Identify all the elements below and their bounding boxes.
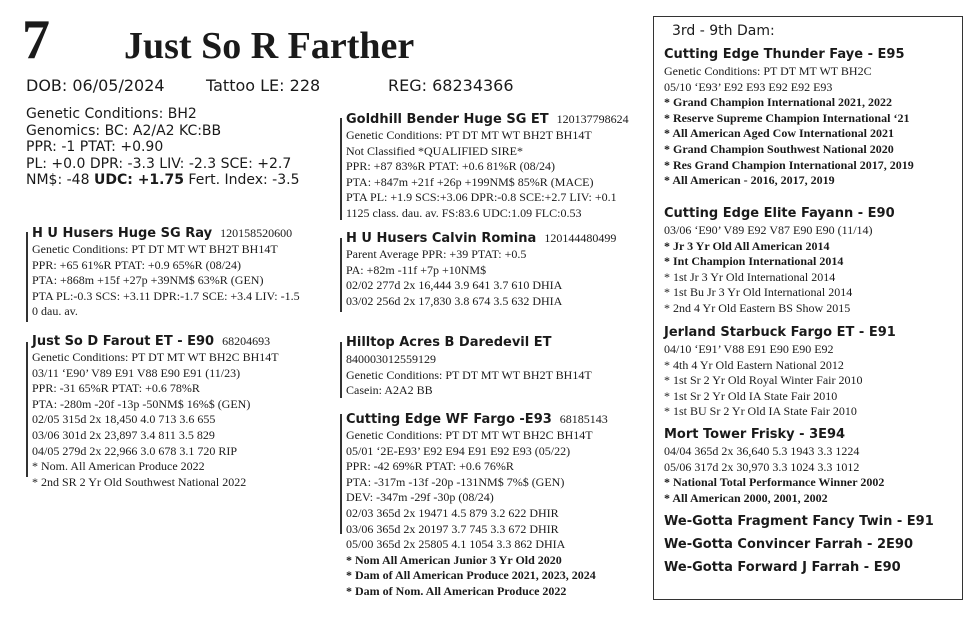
dam-dam-name: Cutting Edge WF Fargo -E93 68185143	[346, 412, 608, 427]
dam6-award: * All American 2000, 2001, 2002	[664, 490, 828, 505]
dam4-award: * Jr 3 Yr Old All American 2014	[664, 238, 830, 253]
tattoo: Tattoo LE: 228	[206, 76, 321, 95]
dam8-name: We-Gotta Convincer Farrah - 2E90	[664, 537, 913, 552]
dam4-line: 03/06 ‘E90’ V89 E92 V87 E90 E90 (11/14)	[664, 223, 873, 237]
sire-sire-block	[346, 110, 629, 222]
registration: REG: 68234366	[388, 76, 514, 95]
dam-dam-reg: 68185143	[559, 412, 608, 426]
dam6-block	[664, 426, 884, 506]
dam-dam-line: PTA: -317m -13f -20p -131NM$ 7%$ (GEN)	[346, 474, 565, 489]
sire-block	[32, 224, 300, 320]
dam3-award: * Reserve Supreme Champion International ‘21	[664, 110, 910, 125]
dam5-award: * 1st Sr 2 Yr Old IA State Fair 2010	[664, 388, 838, 403]
dam9-name: We-Gotta Forward J Farrah - E90	[664, 560, 901, 575]
dam5-award: * 4th 4 Yr Old Eastern National 2012	[664, 357, 844, 372]
dam-reg: 68204693	[222, 334, 271, 348]
nm-line	[26, 172, 300, 189]
dam3-line: Genetic Conditions: PT DT MT WT BH2C	[664, 64, 872, 78]
dam5-name: Jerland Starbuck Fargo ET - E91	[664, 325, 896, 340]
dam-dam-line: Genetic Conditions: PT DT MT WT BH2C BH14T	[346, 428, 593, 442]
dam-dam-line: PPR: -42 69%R PTAT: +0.6 76%R	[346, 459, 514, 474]
ppr-line: PPR: -1 PTAT: +0.90	[26, 139, 164, 155]
dam-dam-line: DEV: -347m -29f -30p (08/24)	[346, 490, 494, 505]
dam4-award: * Int Champion International 2014	[664, 254, 844, 269]
dam-name: Just So D Farout ET - E90 68204693	[32, 334, 271, 349]
dam-dam-line: 03/06 365d 2x 20197 3.7 745 3.3 672 DHIR	[346, 521, 559, 536]
sire-line: PPR: +65 61%R PTAT: +0.9 65%R (08/24)	[32, 257, 241, 272]
dam-dam-bracket	[340, 414, 342, 534]
dam3-name: Cutting Edge Thunder Faye - E95	[664, 47, 905, 62]
dam7-block	[664, 513, 934, 531]
sire-dam-block	[346, 229, 616, 309]
sire-sire-line: PTA: +847m +21f +26p +199NM$ 85%R (MACE)	[346, 174, 594, 189]
dam-award: * Nom. All American Produce 2022	[32, 459, 205, 474]
sire-reg: 120158520600	[220, 226, 293, 240]
dam4-award: * 1st Bu Jr 3 Yr Old International 2014	[664, 285, 853, 300]
dam3-award: * All American - 2016, 2017, 2019	[664, 173, 835, 188]
dam-sire-line: Casein: A2A2 BB	[346, 383, 433, 398]
dob: DOB: 06/05/2024	[26, 76, 165, 95]
pl-line: PL: +0.0 DPR: -3.3 LIV: -2.3 SCE: +2.7	[26, 155, 292, 172]
dam6-name: Mort Tower Frisky - 3E94	[664, 427, 846, 442]
dam3-award: * All American Aged Cow International 2021	[664, 126, 894, 141]
sire-dam-name: H U Husers Calvin Romina 120144480499	[346, 231, 617, 246]
sire-sire-line: 1125 class. dau. av. FS:83.6 UDC:1.09 FLC:0.53	[346, 205, 582, 220]
dam3-award: * Grand Champion Southwest National 2020	[664, 141, 894, 156]
dam-dam-award: * Dam of Nom. All American Produce 2022	[346, 583, 567, 598]
dam4-award: * 1st Jr 3 Yr Old International 2014	[664, 269, 836, 284]
dam-award: * 2nd SR 2 Yr Old Southwest National 2022	[32, 474, 247, 489]
sire-sire-line: PPR: +87 83%R PTAT: +0.6 81%R (08/24)	[346, 159, 555, 174]
sire-sire-line: PTA PL: +1.9 SCS:+3.06 DPR:-0.8 SCE:+2.7 LIV: +0.1	[346, 190, 617, 205]
sire-dam-line: 02/02 277d 2x 16,444 3.9 641 3.7 610 DHIA	[346, 278, 563, 293]
dam4-award: * 2nd 4 Yr Old Eastern BS Show 2015	[664, 300, 851, 315]
dam3-award: * Res Grand Champion International 2017, 2019	[664, 157, 914, 172]
sire-line: Genetic Conditions: PT DT MT WT BH2T BH14T	[32, 242, 278, 256]
dam4-block	[664, 205, 895, 317]
dam-sire-name: Hilltop Acres B Daredevil ET	[346, 335, 552, 350]
dam-line: 03/06 301d 2x 23,897 3.4 811 3.5 829	[32, 427, 215, 442]
dam9-block	[664, 559, 901, 577]
udc-value: UDC: +1.75	[93, 172, 184, 188]
sire-sire-reg: 120137798624	[556, 112, 629, 126]
dam7-name: We-Gotta Fragment Fancy Twin - E91	[664, 514, 934, 529]
dam4-name: Cutting Edge Elite Fayann - E90	[664, 206, 895, 221]
dam5-award: * 1st BU Sr 2 Yr Old IA State Fair 2010	[664, 404, 857, 419]
dam6-line: 04/04 365d 2x 36,640 5.3 1943 3.3 1224	[664, 444, 860, 458]
dam-dam-line: 05/00 365d 2x 25805 4.1 1054 3.3 862 DHIA	[346, 537, 566, 552]
sire-sire-bracket	[340, 118, 342, 220]
lot-number: 7	[22, 9, 50, 71]
dam-dam-line: 05/01 ‘2E-E93’ E92 E94 E91 E92 E93 (05/22)	[346, 443, 571, 458]
genetic-conditions: Genetic Conditions: BH2	[26, 106, 197, 122]
sire-dam-line: Parent Average PPR: +39 PTAT: +0.5	[346, 247, 527, 261]
animal-name: Just So R Farther	[124, 25, 415, 67]
sire-dam-line: 03/02 256d 2x 17,830 3.8 674 3.5 632 DHIA	[346, 293, 563, 308]
dam-sire-bracket	[340, 342, 342, 398]
sire-sire-line: Genetic Conditions: PT DT MT WT BH2T BH14T	[346, 128, 592, 142]
genomics: Genomics: BC: A2/A2 KC:BB	[26, 122, 222, 139]
dam-block	[32, 332, 279, 490]
dams-box-heading: 3rd - 9th Dam:	[672, 23, 775, 39]
sire-name: H U Husers Huge SG Ray 120158520600	[32, 226, 293, 241]
id-line	[26, 76, 514, 96]
nm-value: NM$: -48	[26, 172, 90, 188]
dam-line: 04/05 279d 2x 22,966 3.0 678 3.1 720 RIP	[32, 443, 238, 458]
dam3-award: * Grand Champion International 2021, 2022	[664, 95, 893, 110]
dam-dam-award: * Nom All American Junior 3 Yr Old 2020	[346, 552, 562, 567]
dam5-award: * 1st Sr 2 Yr Old Royal Winter Fair 2010	[664, 373, 863, 388]
dam-dam-award: * Dam of All American Produce 2021, 2023, 2024	[346, 568, 596, 583]
dam-sire-line: 840003012559129	[346, 352, 436, 366]
sire-dam-reg: 120144480499	[544, 231, 617, 245]
dam6-line: 05/06 317d 2x 30,970 3.3 1024 3.3 1012	[664, 459, 860, 474]
sire-sire-name: Goldhill Bender Huge SG ET 120137798624	[346, 112, 629, 127]
sire-line: PTA PL:-0.3 SCS: +3.11 DPR:-1.7 SCE: +3.4 LIV: -1.5	[32, 288, 300, 303]
sire-line: PTA: +868m +15f +27p +39NM$ 63%R (GEN)	[32, 273, 264, 288]
sire-dam-bracket	[340, 238, 342, 312]
dam3-block	[664, 46, 914, 189]
sire-dam-line: PA: +82m -11f +7p +10NM$	[346, 262, 487, 277]
dam-bracket	[26, 342, 28, 477]
sire-line: 0 dau. av.	[32, 304, 78, 319]
dam-dam-line: 02/03 365d 2x 19471 4.5 879 3.2 622 DHIR	[346, 505, 559, 520]
dam-line: PPR: -31 65%R PTAT: +0.6 78%R	[32, 381, 200, 396]
dam-sire-line: Genetic Conditions: PT DT MT WT BH2T BH14T	[346, 367, 592, 382]
dam-line: Genetic Conditions: PT DT MT WT BH2C BH14T	[32, 350, 279, 364]
sire-bracket	[26, 232, 28, 322]
dam-line: 02/05 315d 2x 18,450 4.0 713 3.6 655	[32, 412, 216, 427]
dam-sire-block	[346, 334, 592, 399]
dam8-block	[664, 536, 913, 554]
dam-line: 03/11 ‘E90’ V89 E91 V88 E90 E91 (11/23)	[32, 365, 241, 380]
genetics-summary	[26, 106, 300, 189]
sire-sire-line: Not Classified *QUALIFIED SIRE*	[346, 143, 523, 158]
dam3-line: 05/10 ‘E93’ E92 E93 E92 E92 E93	[664, 79, 833, 94]
fert-index: Fert. Index: -3.5	[188, 172, 300, 188]
dam5-line: 04/10 ‘E91’ V88 E91 E90 E90 E92	[664, 342, 834, 356]
dam-dam-block	[346, 410, 608, 600]
dam6-award: * National Total Performance Winner 2002	[664, 475, 885, 490]
dam-line: PTA: -280m -20f -13p -50NM$ 16%$ (GEN)	[32, 396, 251, 411]
dam5-block	[664, 324, 896, 420]
